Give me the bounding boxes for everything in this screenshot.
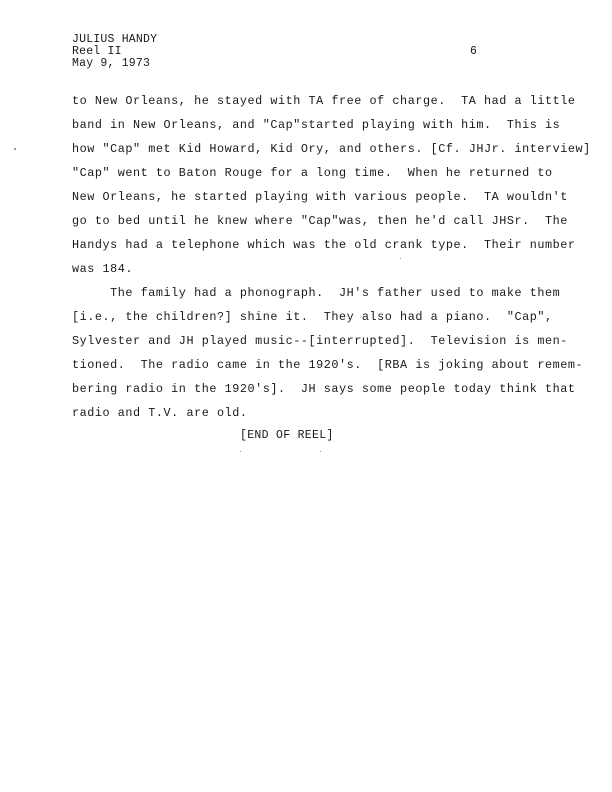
paragraph1-line: go to bed until he knew where "Cap"was, then he'd call JHSr. The xyxy=(72,214,568,228)
paragraph1-line: New Orleans, he started playing with various people. TA wouldn't xyxy=(72,190,568,204)
header-reel: Reel II xyxy=(72,45,122,58)
paragraph1-line: how "Cap" met Kid Howard, Kid Ory, and others. [Cf. JHJr. interview] xyxy=(72,142,591,156)
paragraph1-line: to New Orleans, he stayed with TA free of charge. TA had a little xyxy=(72,94,576,108)
scan-speck xyxy=(400,258,401,259)
header-name: JULIUS HANDY xyxy=(72,33,158,46)
scan-speck xyxy=(240,451,241,452)
paragraph1-line: "Cap" went to Baton Rouge for a long time. When he returned to xyxy=(72,166,553,180)
paragraph2-line: radio and T.V. are old. xyxy=(72,406,248,420)
paragraph2-line: Sylvester and JH played music--[interrupted]. Television is men- xyxy=(72,334,568,348)
paragraph2-line: [i.e., the children?] shine it. They also had a piano. "Cap", xyxy=(72,310,553,324)
paragraph2-line: bering radio in the 1920's]. JH says some people today think that xyxy=(72,382,576,396)
end-of-reel-marker: [END OF REEL] xyxy=(240,429,334,442)
page-number: 6 xyxy=(470,45,477,58)
paragraph1-line: was 184. xyxy=(72,262,134,276)
paragraph1-line: band in New Orleans, and "Cap"started playing with him. This is xyxy=(72,118,561,132)
paragraph2-line: The family had a phonograph. JH's father used to make them xyxy=(72,286,561,300)
header-date: May 9, 1973 xyxy=(72,57,151,70)
scan-speck xyxy=(320,451,321,452)
paragraph1-line: Handys had a telephone which was the old crank type. Their number xyxy=(72,238,576,252)
paragraph2-line: tioned. The radio came in the 1920's. [RBA is joking about remem- xyxy=(72,358,584,372)
scan-speck xyxy=(14,148,16,150)
